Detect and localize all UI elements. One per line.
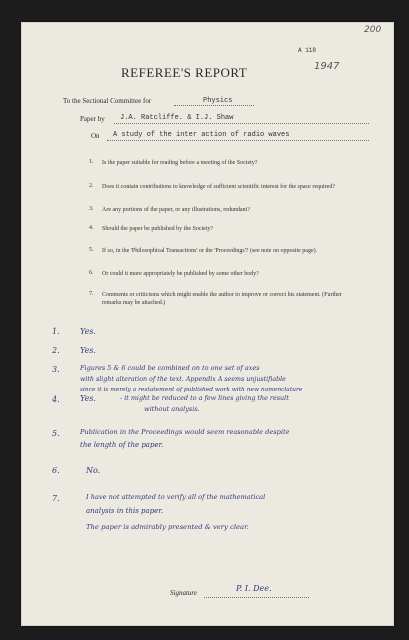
answer-number: 5.	[52, 429, 60, 438]
question-text: Are any portions of the paper, or any illustrations, redundant?	[102, 207, 250, 213]
committee-value: Physics	[203, 97, 233, 105]
question-text: Comments or criticisms which might enable the author to improve or correct his statement. (Further remarks may be attached.)	[102, 292, 342, 306]
answer-text: Yes.	[80, 346, 96, 355]
question-text: Is the paper suitable for reading before a meeting of the Society?	[102, 160, 258, 166]
question-number: 3.	[89, 206, 94, 212]
year-note: 1947	[314, 61, 340, 72]
question-text: Or could it more appropriately be published by some other body?	[102, 271, 259, 277]
paper-by-label: Paper by	[80, 115, 105, 123]
answer-number: 4.	[52, 395, 60, 404]
answer-note: without analysis.	[144, 405, 200, 413]
answer-text: No.	[86, 466, 101, 475]
answer-text: with slight alteration of the text. Appendix A seems unjustifiable	[80, 376, 286, 383]
page-number: 200	[364, 25, 382, 35]
question-number: 6.	[89, 270, 94, 276]
question-number: 1.	[89, 159, 94, 165]
answer-note: - it might be reduced to a few lines giving the result	[120, 394, 289, 402]
answer-number: 2.	[52, 346, 60, 355]
reference-code: A 118	[298, 47, 317, 54]
paper-by-value: J.A. Ratcliffe. & I.J. Shaw	[120, 114, 234, 122]
signature-line	[204, 597, 309, 598]
signature-value: P. I. Dee.	[236, 584, 272, 593]
on-line	[107, 140, 369, 141]
on-value: A study of the inter action of radio waves	[113, 131, 290, 139]
answer-number: 3.	[52, 365, 60, 374]
question-number: 5.	[89, 247, 94, 253]
answer-text: Figures 5 & 6 could be combined on to one set of axes	[80, 364, 260, 372]
answer-number: 6.	[52, 466, 60, 475]
answer-text: Yes.	[80, 394, 96, 403]
answer-text: Publication in the Proceedings would seem reasonable despite	[80, 428, 290, 436]
answer-text: Yes.	[80, 327, 96, 336]
answer-text: since it is merely a restatement of published work with new nomenclature	[80, 387, 303, 393]
committee-line	[174, 105, 254, 106]
page-title: REFEREE'S REPORT	[121, 65, 248, 80]
question-number: 2.	[89, 183, 94, 189]
question-text: If so, in the 'Philosophical Transactions' or the 'Proceedings'? (see note on opposite page).	[102, 248, 318, 254]
paper-by-line	[114, 123, 369, 124]
committee-label: To the Sectional Committee for	[63, 97, 152, 105]
question-text: Should the paper be published by the Society?	[102, 226, 214, 232]
answer-number: 7.	[52, 494, 60, 503]
answer-number: 1.	[52, 327, 60, 336]
on-label: On	[91, 132, 100, 140]
question-number: 4.	[89, 225, 94, 231]
answer-text: analysis in this paper.	[86, 507, 164, 515]
answer-text: the length of the paper.	[80, 441, 164, 449]
answer-text: I have not attempted to verify all of the mathematical	[86, 493, 266, 501]
answer-text: The paper is admirably presented & very clear.	[86, 523, 249, 531]
signature-label: Signature	[170, 589, 197, 597]
report-paper	[21, 22, 394, 626]
question-text: Does it contain contributions to knowledge of sufficient scientific interest for the space required?	[102, 184, 335, 190]
question-number: 7.	[89, 291, 94, 297]
